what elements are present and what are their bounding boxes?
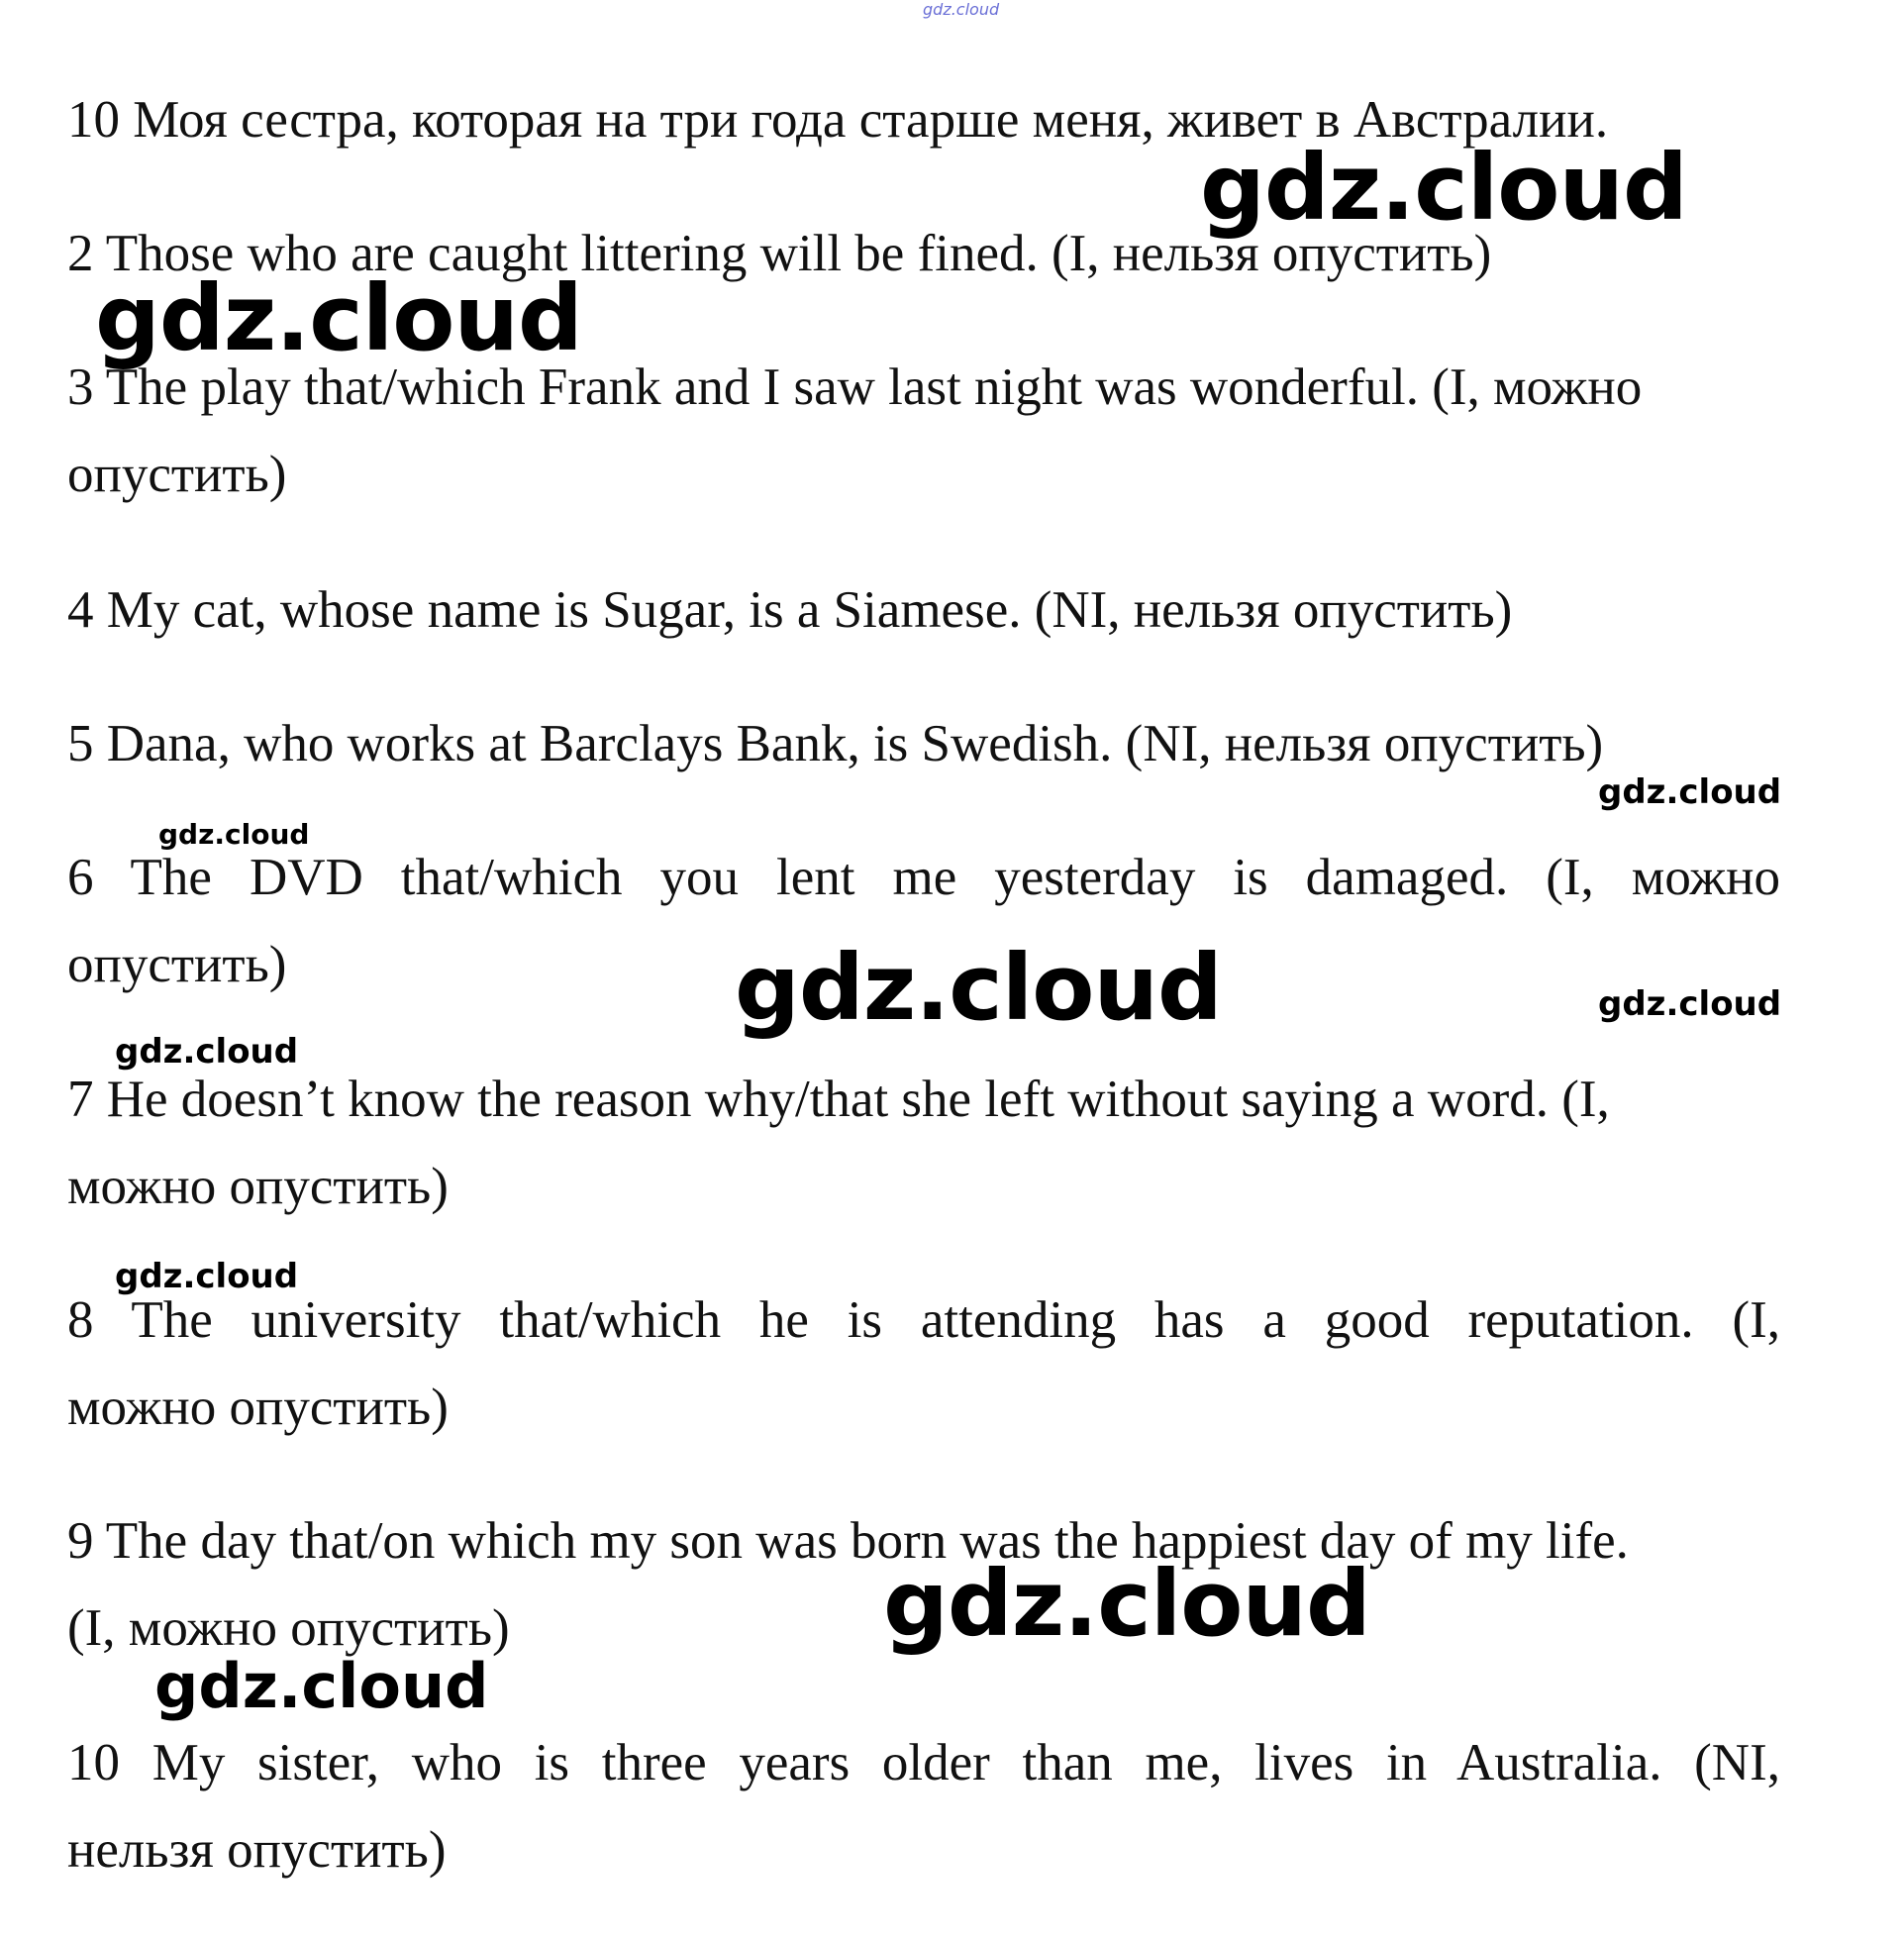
text-line-12: можно опустить): [67, 1379, 449, 1436]
text-line-8: опустить): [67, 936, 287, 993]
watermark: gdz.cloud: [154, 1650, 489, 1722]
text-line-10: можно опустить): [67, 1158, 449, 1215]
text-line-4: опустить): [67, 446, 287, 503]
text-line-13: 9 The day that/on which my son was born was the happiest day of my life.: [67, 1512, 1629, 1570]
watermark: gdz.cloud: [158, 818, 310, 851]
watermark: gdz.cloud: [1598, 772, 1782, 812]
text-line-5: 4 My cat, whose name is Sugar, is a Siamese. (NI, нельзя опустить): [67, 581, 1513, 639]
watermark-top: gdz.cloud: [923, 0, 1000, 19]
watermark: gdz.cloud: [95, 265, 582, 371]
watermark: gdz.cloud: [115, 1257, 299, 1296]
text-line-2: 2 Those who are caught littering will be fined. (I, нельзя опустить): [67, 225, 1492, 282]
text-line-9: 7 He doesn’t know the reason why/that she left without saying a word. (I,: [67, 1071, 1610, 1128]
text-line-6: 5 Dana, who works at Barclays Bank, is Swedish. (NI, нельзя опустить): [67, 715, 1604, 772]
watermark: gdz.cloud: [1200, 135, 1687, 241]
text-line-1: 10 Моя сестра, которая на три года старше меня, живет в Австралии.: [67, 91, 1609, 149]
text-line-16: нельзя опустить): [67, 1821, 447, 1879]
text-line-7: 6 The DVD that/which you lent me yesterday is damaged. (I, можно: [67, 849, 1780, 906]
text-line-11: 8 The university that/which he is attending has a good reputation. (I,: [67, 1291, 1780, 1349]
watermark: gdz.cloud: [115, 1032, 299, 1072]
watermark: gdz.cloud: [735, 935, 1222, 1041]
text-line-3: 3 The play that/which Frank and I saw last night was wonderful. (I, можно: [67, 358, 1643, 416]
text-line-15: 10 My sister, who is three years older than me, lives in Australia. (NI,: [67, 1734, 1780, 1791]
watermark: gdz.cloud: [1598, 984, 1782, 1024]
text-line-14: (I, можно опустить): [67, 1599, 510, 1657]
watermark: gdz.cloud: [883, 1551, 1370, 1657]
